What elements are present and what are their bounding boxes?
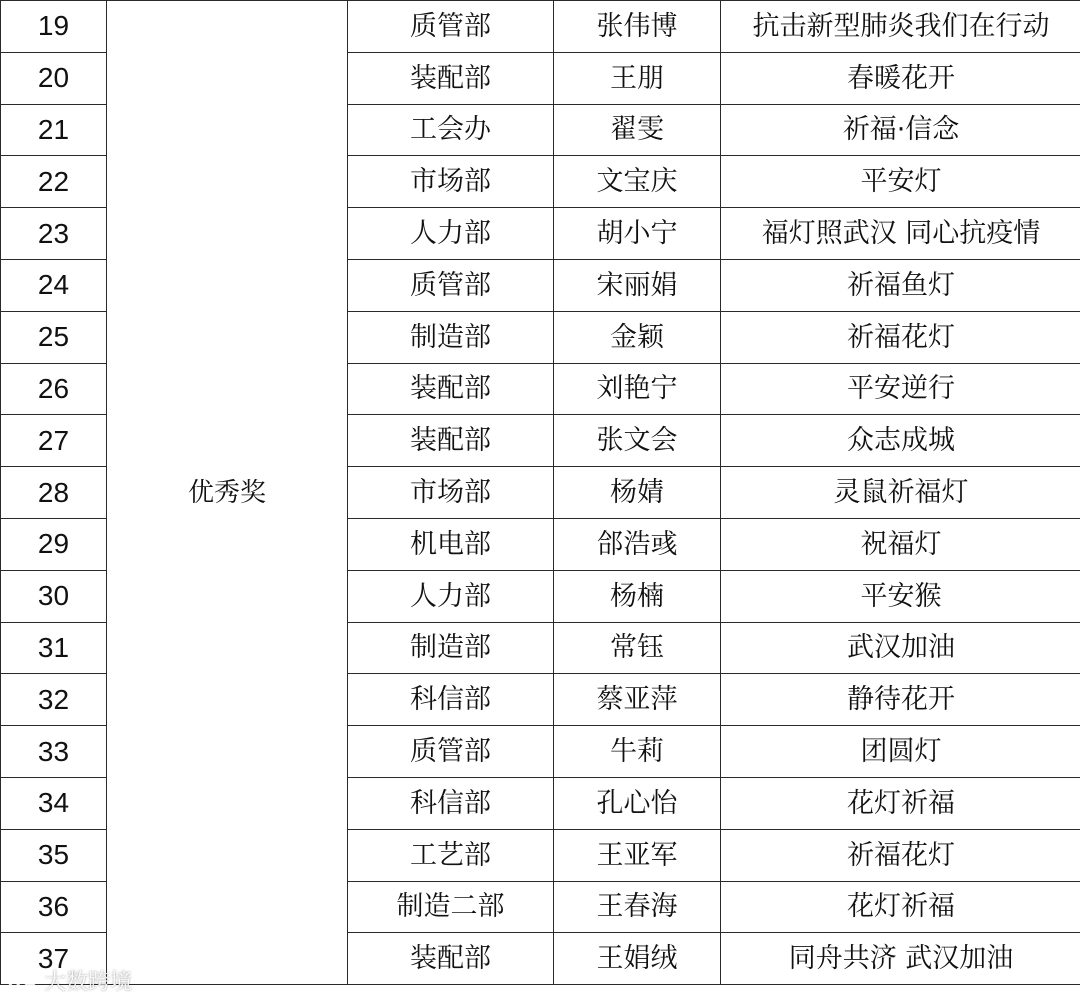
department-cell: 质管部: [348, 726, 554, 778]
name-cell: 刘艳宁: [554, 363, 721, 415]
entry-title-cell: [721, 1, 1080, 53]
name-cell: 孔心怡: [554, 777, 721, 829]
row-number-cell: 25: [1, 311, 107, 363]
row-number-cell: 34: [1, 777, 107, 829]
name-cell: 胡小宁: [554, 208, 721, 260]
entry-title-text: 春暖花开: [847, 62, 955, 94]
entry-title-text: 祝福灯: [860, 528, 942, 560]
entry-title-cell: [721, 622, 1080, 674]
row-number-cell: 21: [1, 104, 107, 156]
name-cell: 王亚军: [554, 829, 721, 881]
row-number-cell: 36: [1, 881, 107, 933]
row-number-cell: 29: [1, 518, 107, 570]
entry-title-cell: [721, 467, 1080, 519]
name-cell: 王朋: [554, 52, 721, 104]
department-cell: 科信部: [348, 674, 554, 726]
entry-title-cell: [721, 311, 1080, 363]
row-number-cell: 27: [1, 415, 107, 467]
department-cell: 市场部: [348, 467, 554, 519]
name-cell: 常钰: [554, 622, 721, 674]
name-cell: 张文会: [554, 415, 721, 467]
award-table-body: [1, 1, 1080, 985]
entry-title-cell: [721, 570, 1080, 622]
name-cell: 金颖: [554, 311, 721, 363]
entry-title-cell: [721, 415, 1080, 467]
entry-title-cell: [721, 52, 1080, 104]
name-cell: 王春海: [554, 881, 721, 933]
row-number-cell: 22: [1, 156, 107, 208]
entry-title-text: 福灯照武汉 同心抗疫情: [761, 218, 1041, 250]
row-number-cell: 37: [1, 933, 107, 985]
row-number-cell: 35: [1, 829, 107, 881]
row-number-cell: 20: [1, 52, 107, 104]
row-number-cell: 19: [1, 1, 107, 53]
entry-title-text: 祈福鱼灯: [847, 269, 955, 301]
entry-title-cell: [721, 726, 1080, 778]
department-cell: 科信部: [348, 777, 554, 829]
award-category-cell: 优秀奖: [107, 1, 348, 985]
entry-title-cell: [721, 363, 1080, 415]
row-number-cell: 26: [1, 363, 107, 415]
name-cell: 蔡亚萍: [554, 674, 721, 726]
row-number-cell: 30: [1, 570, 107, 622]
department-cell: 装配部: [348, 363, 554, 415]
department-cell: 质管部: [348, 1, 554, 53]
name-cell: 文宝庆: [554, 156, 721, 208]
department-cell: 机电部: [348, 518, 554, 570]
department-cell: 装配部: [348, 52, 554, 104]
row-number-cell: 32: [1, 674, 107, 726]
entry-title-cell: [721, 518, 1080, 570]
row-number-cell: 33: [1, 726, 107, 778]
department-cell: 工艺部: [348, 829, 554, 881]
entry-title-cell: [721, 104, 1080, 156]
name-cell: 宋丽娟: [554, 259, 721, 311]
department-cell: 装配部: [348, 933, 554, 985]
entry-title-text: 众志成城: [847, 425, 955, 457]
name-cell: 王娟绒: [554, 933, 721, 985]
name-cell: 杨楠: [554, 570, 721, 622]
entry-title-cell: [721, 259, 1080, 311]
department-cell: 质管部: [348, 259, 554, 311]
entry-title-cell: [721, 777, 1080, 829]
entry-title-cell: [721, 208, 1080, 260]
row-number-cell: 24: [1, 259, 107, 311]
watermark-text: 大数跨境: [44, 969, 133, 995]
name-cell: 翟雯: [554, 104, 721, 156]
entry-title-text: 武汉加油: [847, 632, 955, 664]
department-cell: 人力部: [348, 570, 554, 622]
entry-title-text: 花灯祈福: [847, 787, 955, 819]
entry-title-text: 灵鼠祈福灯: [833, 477, 969, 509]
department-cell: 装配部: [348, 415, 554, 467]
entry-title-text: 祈福·信念: [842, 114, 960, 146]
entry-title-cell: [721, 933, 1080, 985]
entry-title-text: 静待花开: [847, 684, 955, 716]
department-cell: 制造部: [348, 311, 554, 363]
department-cell: 制造二部: [348, 881, 554, 933]
row-number-cell: 28: [1, 467, 107, 519]
entry-title-text: 祈福花灯: [847, 321, 955, 353]
table-row: [1, 1, 1080, 53]
row-number-cell: 23: [1, 208, 107, 260]
entry-title-text: 抗击新型肺炎我们在行动: [752, 10, 1050, 42]
watermark: [6, 962, 132, 998]
name-cell: 杨婧: [554, 467, 721, 519]
department-cell: 人力部: [348, 208, 554, 260]
name-cell: 张伟博: [554, 1, 721, 53]
department-cell: 制造部: [348, 622, 554, 674]
department-cell: 工会办: [348, 104, 554, 156]
entry-title-cell: [721, 156, 1080, 208]
entry-title-text: 团圆灯: [860, 736, 942, 768]
name-cell: 郃浩彧: [554, 518, 721, 570]
entry-title-text: 平安猴: [860, 580, 942, 612]
department-cell: 市场部: [348, 156, 554, 208]
entry-title-cell: [721, 829, 1080, 881]
brand-logo-icon: [6, 965, 40, 995]
entry-title-cell: [721, 881, 1080, 933]
entry-title-text: 平安逆行: [847, 373, 955, 405]
entry-title-text: 同舟共济 武汉加油: [788, 943, 1014, 975]
entry-title-cell: [721, 674, 1080, 726]
row-number-cell: 31: [1, 622, 107, 674]
entry-title-text: 祈福花灯: [847, 839, 955, 871]
entry-title-text: 平安灯: [860, 166, 942, 198]
entry-title-text: 花灯祈福: [847, 891, 955, 923]
name-cell: 牛莉: [554, 726, 721, 778]
